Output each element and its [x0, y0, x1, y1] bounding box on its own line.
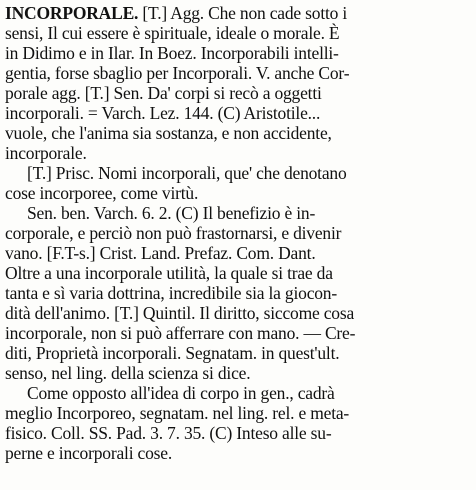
paragraph-line: Oltre a una incorporale utilità, la quale si trae da — [5, 263, 333, 283]
entry-line-5: porale agg. [T.] Sen. Da' corpi si recò a oggetti — [5, 83, 322, 103]
paragraph-line: incorporale, non si può afferrare con mano. — Cre- — [5, 323, 356, 343]
paragraph-line: [T.] Prisc. Nomi incorporali, que' che denotano — [27, 163, 347, 183]
entry-definition — [5, 3, 466, 163]
paragraph-line: tanta e sì varia dottrina, incredibile sia la giocon- — [5, 283, 337, 303]
paragraph-line: dità dell'animo. [T.] Quintil. Il diritto, siccome cosa — [5, 303, 355, 323]
entry-line-3: in Didimo e in Ilar. In Boez. Incorporabili intelli- — [5, 43, 339, 63]
paragraph-line: diti, Proprietà incorporali. Segnatam. in quest'ult. — [5, 343, 340, 363]
paragraph-line: meglio Incorporeo, segnatam. nel ling. rel. e meta- — [5, 403, 350, 423]
headword: INCORPORALE. — [5, 3, 139, 23]
entry-line-7: vuole, che l'anima sia sostanza, e non accidente, — [5, 123, 332, 143]
paragraph-line: vano. [F.T-s.] Crist. Land. Prefaz. Com. Dant. — [5, 243, 316, 263]
paragraph-line: perne e incorporali cose. — [5, 443, 173, 463]
paragraph-prisc — [5, 163, 466, 203]
paragraph-line: cose incorporee, come virtù. — [5, 183, 199, 203]
entry-line-text: [T.] Agg. Che non cade sotto i — [142, 3, 348, 23]
paragraph-line: Come opposto all'idea di corpo in gen., cadrà — [27, 383, 335, 403]
entry-line-4: gentia, forse sbaglio per Incorporali. V. anche Cor- — [5, 63, 350, 83]
paragraph-come-opposto — [5, 383, 466, 463]
paragraph-line: senso, nel ling. della scienza si dice. — [5, 363, 251, 383]
paragraph-line: corporale, e perciò non può frastornarsi, e divenir — [5, 223, 342, 243]
entry-line-6: incorporali. = Varch. Lez. 144. (C) Aristotile... — [5, 103, 321, 123]
entry-line-8: incorporale. — [5, 143, 87, 163]
entry-line-2: sensi, Il cui essere è spirituale, ideale o morale. È — [5, 23, 340, 43]
paragraph-line: Sen. ben. Varch. 6. 2. (C) Il benefizio è in- — [27, 203, 316, 223]
paragraph-seneca — [5, 203, 466, 383]
paragraph-line: fisico. Coll. SS. Pad. 3. 7. 35. (C) Inteso alle su- — [5, 423, 332, 443]
entry-line-1 — [5, 3, 466, 23]
